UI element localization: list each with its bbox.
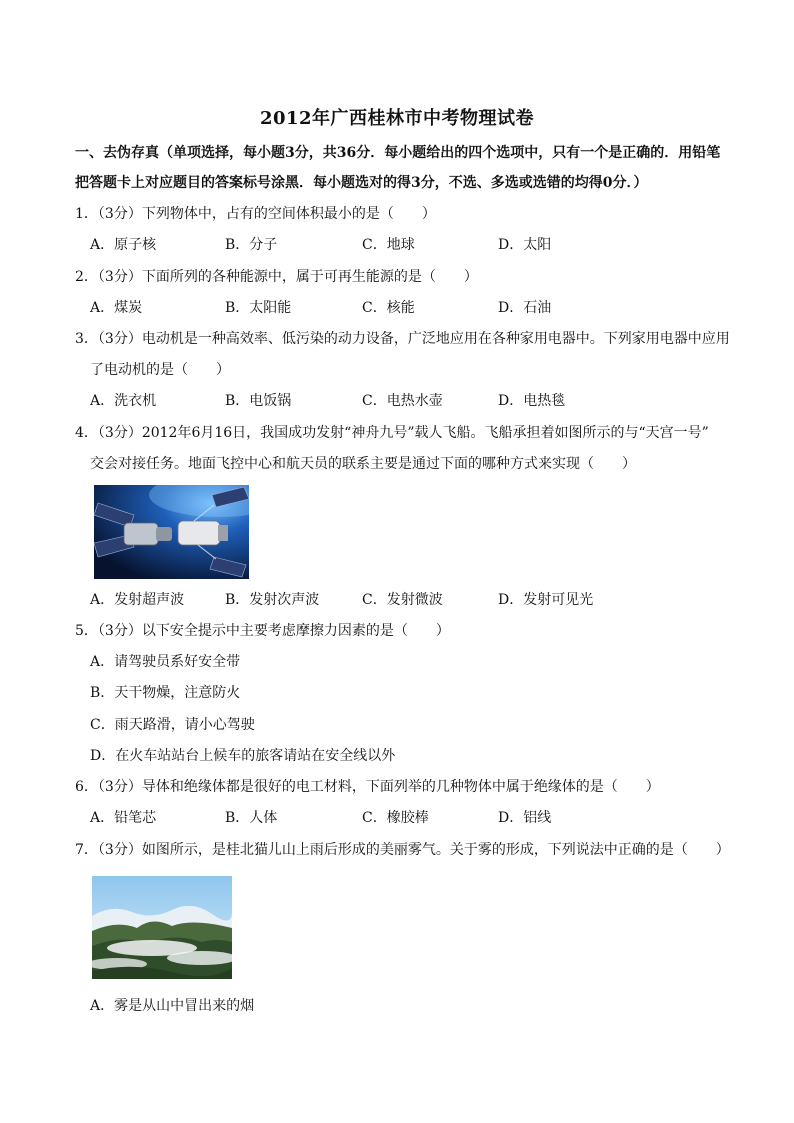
question-6-options bbox=[90, 808, 690, 828]
question-4-option-b: B．发射次声波 bbox=[225, 592, 320, 608]
question-7-stem: 7．（3分）如图所示，是桂北猫儿山上雨后形成的美丽雾气。关于雾的形成，下列说法中正确的是（ ） bbox=[75, 842, 730, 858]
question-6-stem: 6．（3分）导体和绝缘体都是很好的电工材料，下面列举的几种物体中属于绝缘体的是（ ） bbox=[75, 779, 660, 795]
question-4-options bbox=[90, 590, 690, 610]
question-6-option-c: C．橡胶棒 bbox=[362, 810, 429, 826]
question-1-option-d: D．太阳 bbox=[498, 237, 552, 253]
question-4-option-c: C．发射微波 bbox=[362, 592, 443, 608]
question-2-option-d: D．石油 bbox=[498, 300, 552, 316]
question-3-options bbox=[90, 391, 690, 411]
question-3-option-c: C．电热水壶 bbox=[362, 393, 443, 409]
question-3-option-d: D．电热毯 bbox=[498, 393, 566, 409]
question-4-stem-line-1: 4．（3分）2012年6月16日，我国成功发射“神舟九号”载人飞船。飞船承担着如图所示的与“天宫一号” bbox=[75, 425, 709, 441]
question-5-option-c: C．雨天路滑，请小心驾驶 bbox=[90, 717, 255, 733]
question-1-options bbox=[90, 235, 690, 255]
question-3-stem-line-2: 了电动机的是（ ） bbox=[90, 362, 230, 378]
question-6-option-b: B．人体 bbox=[225, 810, 278, 826]
question-6-option-a: A．铅笔芯 bbox=[90, 810, 157, 826]
question-2-stem: 2．（3分）下面所列的各种能源中，属于可再生能源的是（ ） bbox=[75, 269, 478, 285]
question-2-option-c: C．核能 bbox=[362, 300, 415, 316]
section-instructions-line-1: 一、去伪存真（单项选择，每小题3分，共36分．每小题给出的四个选项中，只有一个是正确的．用铅笔 bbox=[75, 145, 721, 161]
question-1-option-a: A．原子核 bbox=[90, 237, 157, 253]
question-3-option-b: B．电饭锅 bbox=[225, 393, 292, 409]
question-7-option-a: A．雾是从山中冒出来的烟 bbox=[90, 998, 255, 1014]
question-4-option-a: A．发射超声波 bbox=[90, 592, 185, 608]
spacecraft-docking-image bbox=[94, 485, 249, 579]
question-5-option-d: D．在火车站站台上候车的旅客请站在安全线以外 bbox=[90, 748, 396, 764]
question-5-stem: 5．（3分）以下安全提示中主要考虑摩擦力因素的是（ ） bbox=[75, 623, 450, 639]
question-2-option-a: A．煤炭 bbox=[90, 300, 143, 316]
section-instructions-line-2: 把答题卡上对应题目的答案标号涂黑．每小题选对的得3分，不选、多选或选错的均得0分．） bbox=[75, 175, 648, 191]
question-1-option-c: C．地球 bbox=[362, 237, 415, 253]
question-2-options bbox=[90, 298, 690, 318]
question-5-option-a: A．请驾驶员系好安全带 bbox=[90, 654, 241, 670]
page-title: 2012年广西桂林市中考物理试卷 bbox=[259, 108, 535, 129]
question-5-option-b: B．天干物燥，注意防火 bbox=[90, 685, 241, 701]
question-6-option-d: D．铝线 bbox=[498, 810, 552, 826]
question-4-stem-line-2: 交会对接任务。地面飞控中心和航天员的联系主要是通过下面的哪种方式来实现（ ） bbox=[90, 456, 636, 472]
question-1-stem: 1．（3分）下列物体中，占有的空间体积最小的是（ ） bbox=[75, 206, 436, 222]
question-2-option-b: B．太阳能 bbox=[225, 300, 292, 316]
question-4-option-d: D．发射可见光 bbox=[498, 592, 594, 608]
question-1-option-b: B．分子 bbox=[225, 237, 278, 253]
mountain-fog-image bbox=[92, 876, 232, 979]
question-3-option-a: A．洗衣机 bbox=[90, 393, 157, 409]
question-3-stem-line-1: 3．（3分）电动机是一种高效率、低污染的动力设备，广泛地应用在各种家用电器中。下列家用电器中应用 bbox=[75, 331, 730, 347]
